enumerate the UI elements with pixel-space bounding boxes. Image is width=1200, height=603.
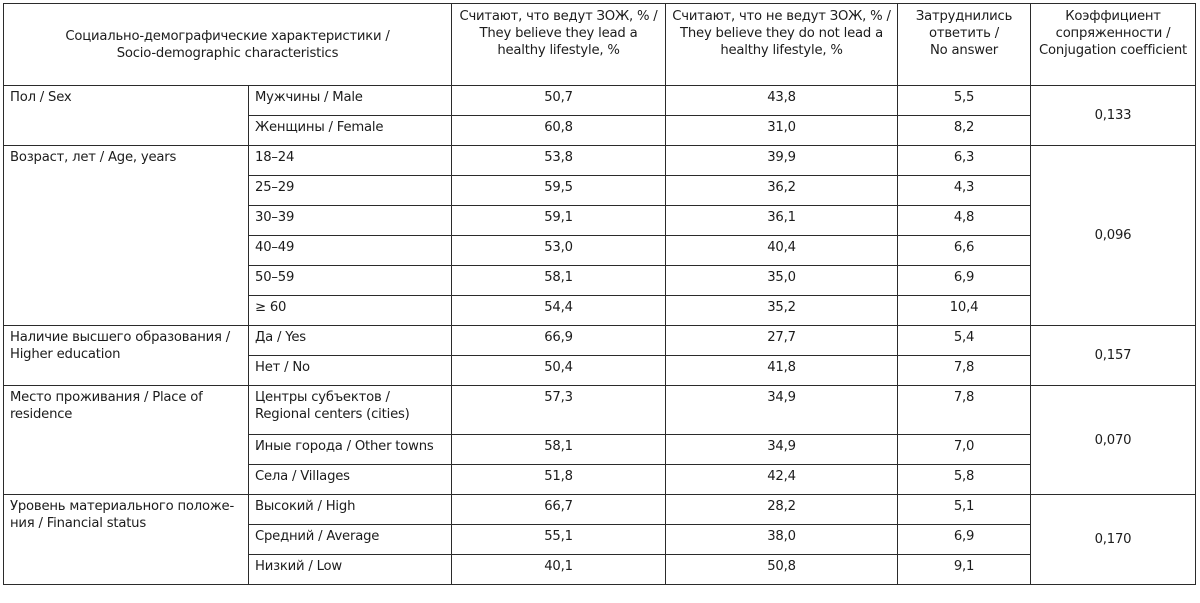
table-row xyxy=(4,386,1196,435)
table-row xyxy=(4,495,1196,525)
group-label-line: Уровень материального положе- xyxy=(10,499,235,514)
header-no-answer-line-1: Затруднились xyxy=(915,9,1013,24)
category-cell xyxy=(249,525,452,555)
no-answer-value-cell: 7,8 xyxy=(898,356,1031,386)
category-label-line: 30–39 xyxy=(255,210,295,225)
no-answer-value-cell: 6,9 xyxy=(898,525,1031,555)
category-cell xyxy=(249,236,452,266)
category-cell xyxy=(249,326,452,356)
header-no-answer xyxy=(898,4,1031,86)
no-answer-value-cell: 4,8 xyxy=(898,206,1031,236)
no-answer-value-cell: 6,3 xyxy=(898,146,1031,176)
no-answer-value-cell: 10,4 xyxy=(898,296,1031,326)
category-cell xyxy=(249,356,452,386)
header-not-lead-line-1: Считают, что не ведут ЗОЖ, % / xyxy=(672,9,891,24)
group-label-line: Наличие высшего образования / xyxy=(10,330,231,345)
no-answer-value-cell: 5,1 xyxy=(898,495,1031,525)
header-characteristics-line-2: Socio-demographic characteristics xyxy=(116,46,339,61)
group-label-line: Возраст, лет / Age, years xyxy=(10,150,177,165)
category-label-line: 25–29 xyxy=(255,180,295,195)
category-cell xyxy=(249,555,452,585)
no-answer-value-cell: 8,2 xyxy=(898,116,1031,146)
table-row xyxy=(4,146,1196,176)
header-row xyxy=(4,4,1196,86)
not-lead-value-cell: 41,8 xyxy=(666,356,898,386)
header-no-answer-line-2: ответить / xyxy=(929,26,999,41)
group-label xyxy=(4,495,249,585)
header-lead-line-3: healthy lifestyle, % xyxy=(497,43,620,58)
category-cell xyxy=(249,86,452,116)
not-lead-value-cell: 36,1 xyxy=(666,206,898,236)
not-lead-value-cell: 35,0 xyxy=(666,266,898,296)
header-not-lead xyxy=(666,4,898,86)
header-lead xyxy=(452,4,666,86)
lead-value-cell: 59,1 xyxy=(452,206,666,236)
header-characteristics xyxy=(4,4,452,86)
category-label-line: Высокий / High xyxy=(255,499,356,514)
lead-value-cell: 51,8 xyxy=(452,465,666,495)
no-answer-value-cell: 5,8 xyxy=(898,465,1031,495)
group-label xyxy=(4,326,249,386)
header-no-answer-line-3: No answer xyxy=(930,43,998,58)
header-lead-line-2: They believe they lead a xyxy=(479,26,638,41)
no-answer-value-cell: 4,3 xyxy=(898,176,1031,206)
group-label-line: Место проживания / Place of xyxy=(10,390,203,405)
lead-value-cell: 54,4 xyxy=(452,296,666,326)
no-answer-value-cell: 7,0 xyxy=(898,435,1031,465)
not-lead-value-cell: 34,9 xyxy=(666,435,898,465)
category-label-line: 40–49 xyxy=(255,240,295,255)
lead-value-cell: 58,1 xyxy=(452,435,666,465)
lead-value-cell: 60,8 xyxy=(452,116,666,146)
group-label xyxy=(4,386,249,495)
category-cell xyxy=(249,386,452,435)
category-label-line: Средний / Average xyxy=(255,529,380,544)
not-lead-value-cell: 31,0 xyxy=(666,116,898,146)
group-label-line: Higher education xyxy=(10,347,121,362)
category-cell xyxy=(249,465,452,495)
not-lead-value-cell: 34,9 xyxy=(666,386,898,435)
not-lead-value-cell: 43,8 xyxy=(666,86,898,116)
healthy-lifestyle-table xyxy=(3,3,1196,585)
lead-value-cell: 50,4 xyxy=(452,356,666,386)
category-cell xyxy=(249,495,452,525)
not-lead-value-cell: 50,8 xyxy=(666,555,898,585)
header-not-lead-line-2: They believe they do not lead a xyxy=(680,26,883,41)
group-label-line: residence xyxy=(10,407,73,422)
group-label xyxy=(4,146,249,326)
coefficient-cell: 0,096 xyxy=(1031,146,1196,326)
category-label-line: Села / Villages xyxy=(255,469,350,484)
table-body xyxy=(4,86,1196,585)
category-label-line: ≥ 60 xyxy=(255,300,287,315)
not-lead-value-cell: 27,7 xyxy=(666,326,898,356)
header-coefficient-line-2: сопряженности / xyxy=(1055,26,1171,41)
group-label-line: Пол / Sex xyxy=(10,90,72,105)
lead-value-cell: 57,3 xyxy=(452,386,666,435)
category-cell xyxy=(249,146,452,176)
coefficient-cell: 0,170 xyxy=(1031,495,1196,585)
category-cell xyxy=(249,206,452,236)
no-answer-value-cell: 5,5 xyxy=(898,86,1031,116)
category-cell xyxy=(249,176,452,206)
header-characteristics-line-1: Социально-демографические характеристики / xyxy=(65,29,390,44)
table-row xyxy=(4,326,1196,356)
coefficient-cell: 0,133 xyxy=(1031,86,1196,146)
lead-value-cell: 59,5 xyxy=(452,176,666,206)
category-label-line: Низкий / Low xyxy=(255,559,343,574)
header-not-lead-line-3: healthy lifestyle, % xyxy=(720,43,843,58)
header-coefficient-line-1: Коэффициент xyxy=(1065,9,1161,24)
lead-value-cell: 66,7 xyxy=(452,495,666,525)
lead-value-cell: 40,1 xyxy=(452,555,666,585)
group-label-line: ния / Financial status xyxy=(10,516,147,531)
not-lead-value-cell: 38,0 xyxy=(666,525,898,555)
category-label-line: Нет / No xyxy=(255,360,310,375)
category-cell xyxy=(249,296,452,326)
no-answer-value-cell: 6,6 xyxy=(898,236,1031,266)
not-lead-value-cell: 42,4 xyxy=(666,465,898,495)
category-cell xyxy=(249,435,452,465)
header-coefficient xyxy=(1031,4,1196,86)
lead-value-cell: 53,0 xyxy=(452,236,666,266)
no-answer-value-cell: 7,8 xyxy=(898,386,1031,435)
header-lead-line-1: Считают, что ведут ЗОЖ, % / xyxy=(459,9,658,24)
category-label-line: Да / Yes xyxy=(255,330,306,345)
category-label-line: Иные города / Other towns xyxy=(255,439,434,454)
category-label-line: Мужчины / Male xyxy=(255,90,363,105)
header-coefficient-line-3: Conjugation coefficient xyxy=(1039,43,1187,58)
not-lead-value-cell: 36,2 xyxy=(666,176,898,206)
coefficient-cell: 0,157 xyxy=(1031,326,1196,386)
category-label-line: 18–24 xyxy=(255,150,295,165)
table-row xyxy=(4,86,1196,116)
lead-value-cell: 66,9 xyxy=(452,326,666,356)
not-lead-value-cell: 39,9 xyxy=(666,146,898,176)
not-lead-value-cell: 35,2 xyxy=(666,296,898,326)
group-label xyxy=(4,86,249,146)
lead-value-cell: 50,7 xyxy=(452,86,666,116)
coefficient-cell: 0,070 xyxy=(1031,386,1196,495)
no-answer-value-cell: 9,1 xyxy=(898,555,1031,585)
lead-value-cell: 58,1 xyxy=(452,266,666,296)
not-lead-value-cell: 40,4 xyxy=(666,236,898,266)
category-label-line: Regional centers (cities) xyxy=(255,407,410,422)
category-label-line: Центры субъектов / xyxy=(255,390,390,405)
category-label-line: 50–59 xyxy=(255,270,295,285)
no-answer-value-cell: 6,9 xyxy=(898,266,1031,296)
lead-value-cell: 53,8 xyxy=(452,146,666,176)
category-label-line: Женщины / Female xyxy=(255,120,384,135)
not-lead-value-cell: 28,2 xyxy=(666,495,898,525)
category-cell xyxy=(249,116,452,146)
lead-value-cell: 55,1 xyxy=(452,525,666,555)
category-cell xyxy=(249,266,452,296)
no-answer-value-cell: 5,4 xyxy=(898,326,1031,356)
